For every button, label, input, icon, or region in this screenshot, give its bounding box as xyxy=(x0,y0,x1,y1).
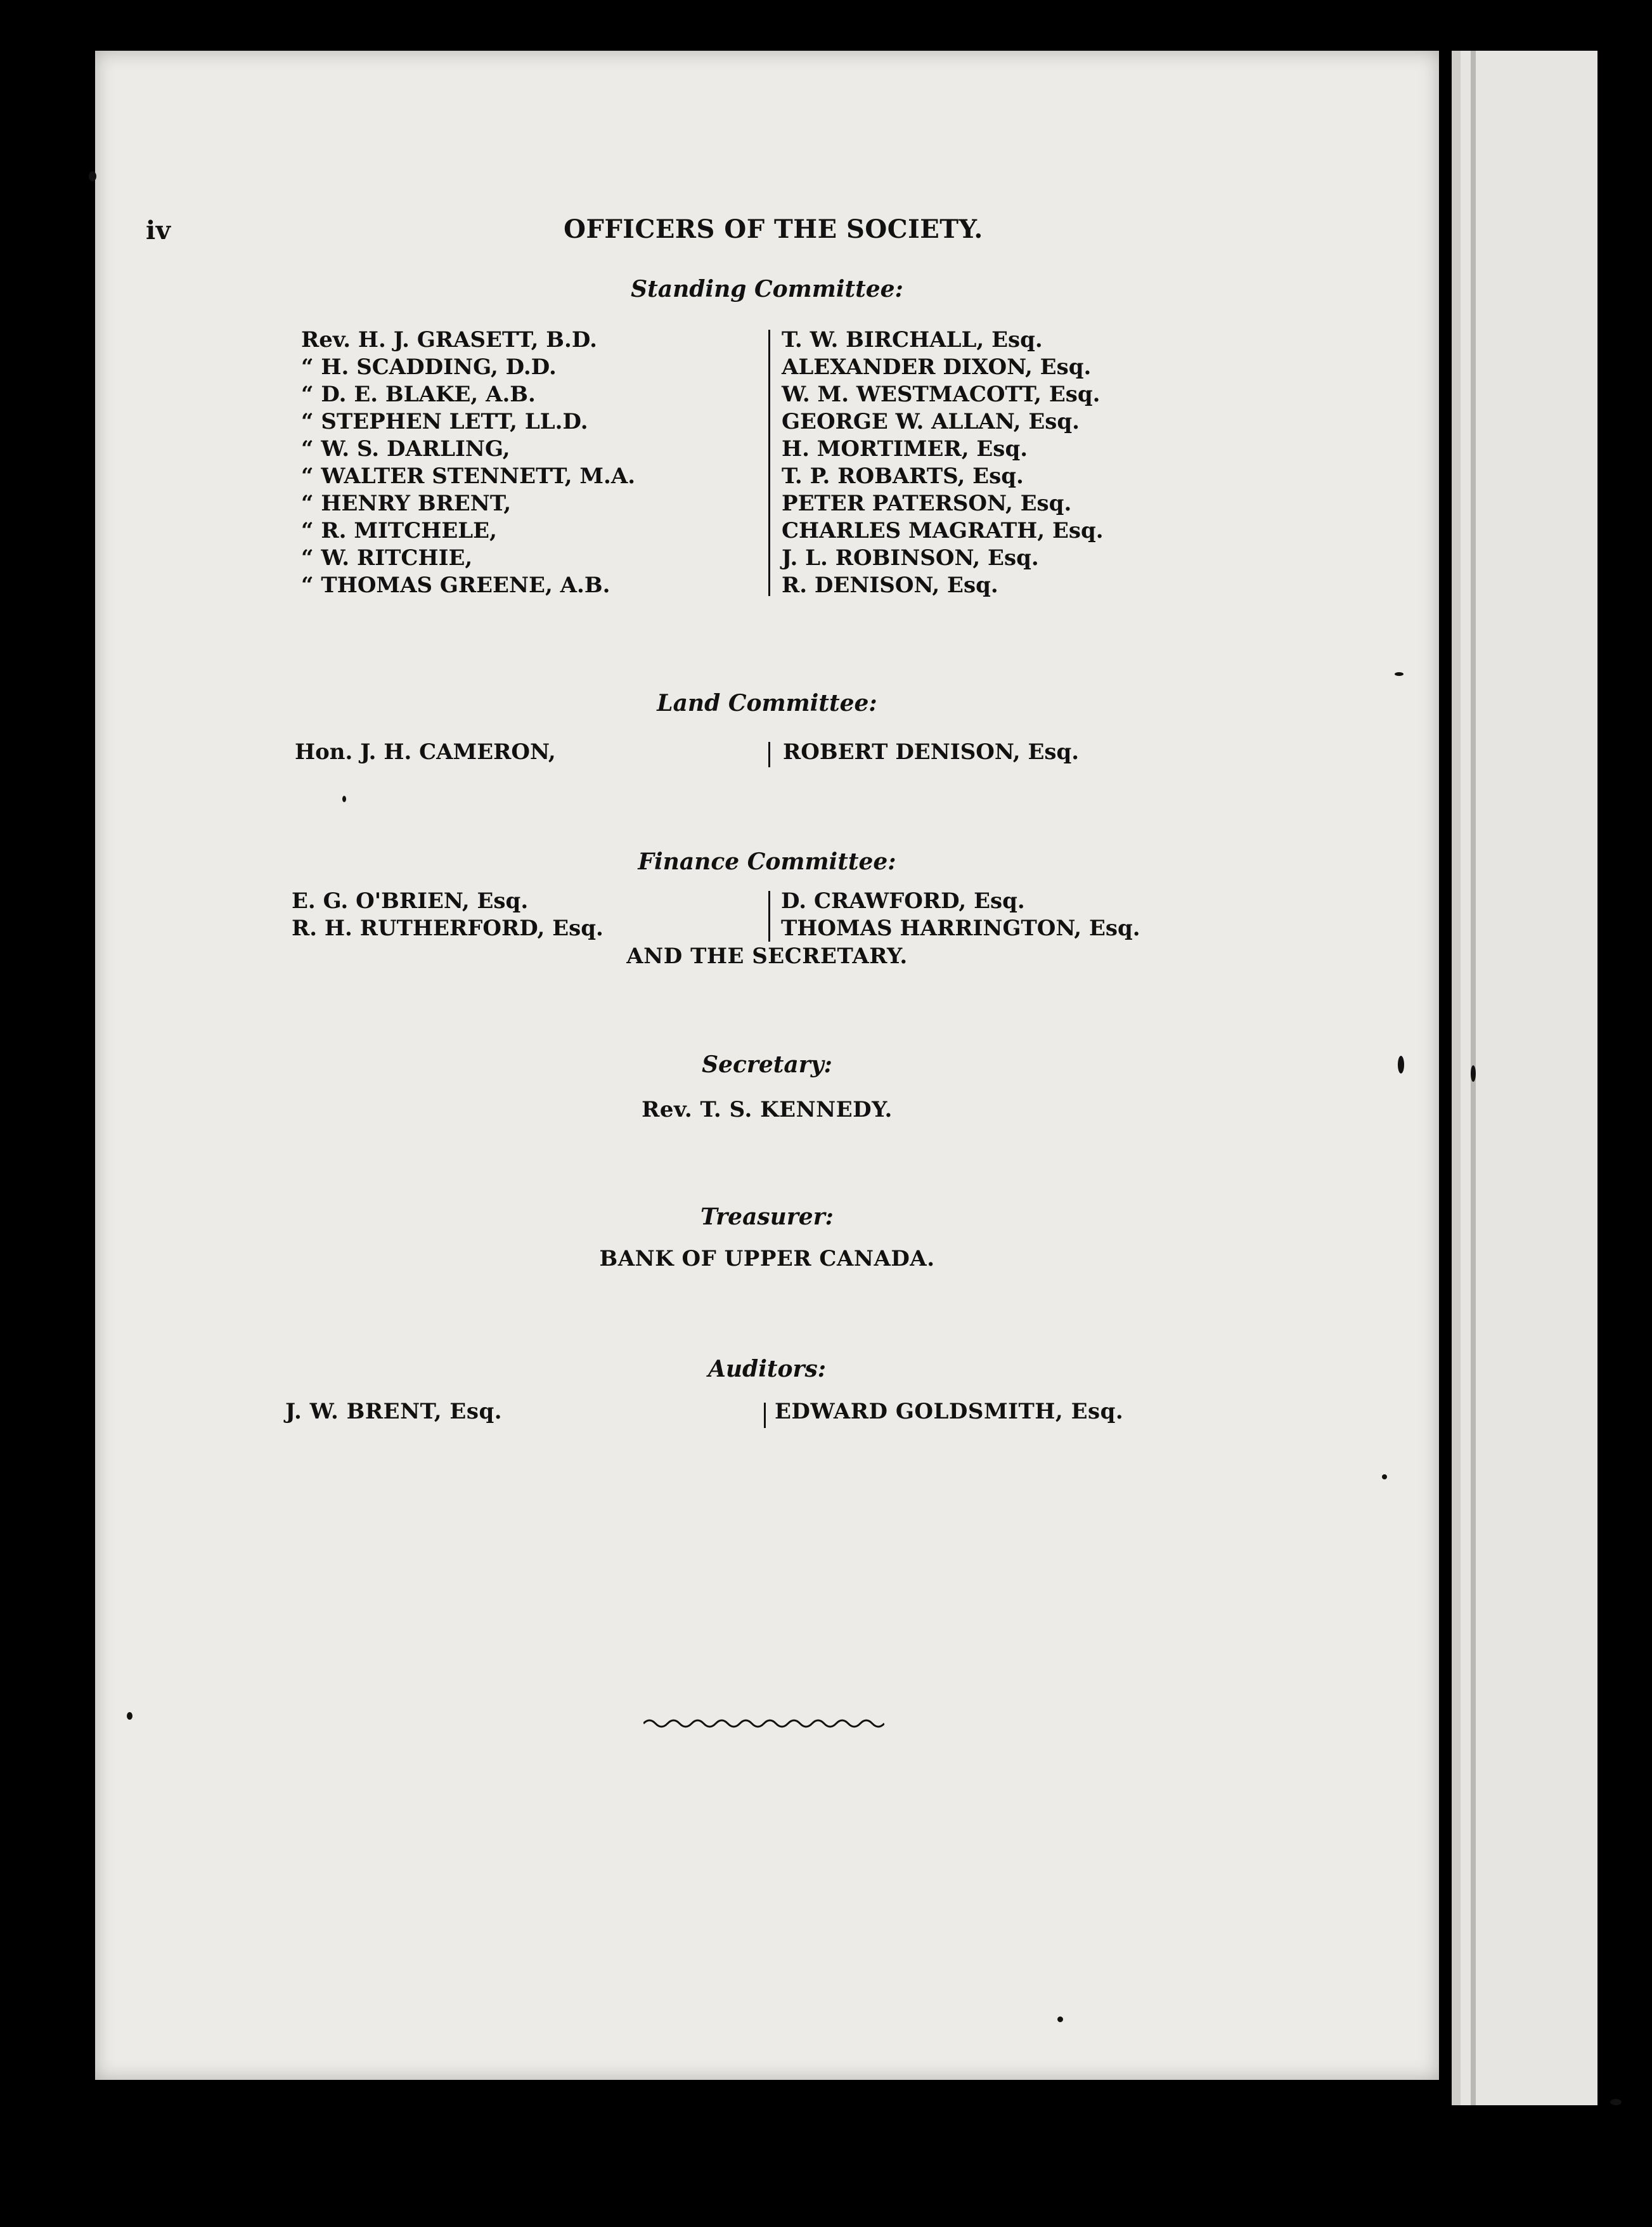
column-divider xyxy=(768,330,770,596)
committee-member: H. MORTIMER, Esq. xyxy=(782,436,1028,462)
committee-member: R. H. RUTHERFORD, Esq. xyxy=(292,916,603,941)
scan-speck xyxy=(1610,2099,1622,2105)
column-divider xyxy=(768,891,770,942)
standing-committee-left-list xyxy=(301,327,635,599)
scan-speck xyxy=(89,171,96,181)
standing-committee-right-list xyxy=(782,327,1104,599)
committee-member: PETER PATERSON, Esq. xyxy=(782,491,1072,516)
auditors-right-name: EDWARD GOLDSMITH, Esq. xyxy=(775,1399,1124,1424)
running-title: OFFICERS OF THE SOCIETY. xyxy=(564,214,983,244)
committee-member: “ W. RITCHIE, xyxy=(301,545,473,571)
committee-member: W. M. WESTMACOTT, Esq. xyxy=(782,382,1100,407)
page-edge-shadow xyxy=(1452,51,1461,2105)
committee-member: “ H. SCADDING, D.D. xyxy=(301,354,557,380)
auditors-heading: Auditors: xyxy=(707,1356,827,1382)
finance-committee-footer: AND THE SECRETARY. xyxy=(626,944,908,969)
finance-committee-heading: Finance Committee: xyxy=(638,848,896,875)
land-committee-heading: Land Committee: xyxy=(657,690,877,717)
committee-member: “ R. MITCHELE, xyxy=(301,518,497,543)
scan-speck xyxy=(342,796,346,802)
committee-member: THOMAS HARRINGTON, Esq. xyxy=(781,916,1140,941)
committee-member: T. W. BIRCHALL, Esq. xyxy=(782,327,1043,353)
committee-member: Rev. H. J. GRASETT, B.D. xyxy=(301,327,597,353)
treasurer-heading: Treasurer: xyxy=(700,1204,834,1230)
committee-member: ROBERT DENISON, Esq. xyxy=(783,739,1080,765)
column-divider xyxy=(764,1403,766,1428)
standing-committee-heading: Standing Committee: xyxy=(631,276,903,302)
page-number: iv xyxy=(146,216,171,245)
scan-speck xyxy=(1395,672,1404,676)
secretary-heading: Secretary: xyxy=(702,1051,832,1078)
committee-member: J. L. ROBINSON, Esq. xyxy=(782,545,1039,571)
land-committee-right-list xyxy=(783,739,1079,766)
decorative-wavy-rule xyxy=(643,1717,884,1730)
committee-member: “ HENRY BRENT, xyxy=(301,491,512,516)
column-divider xyxy=(768,742,770,767)
finance-committee-right-list xyxy=(781,888,1140,942)
committee-member: Hon. J. H. CAMERON, xyxy=(295,739,556,765)
committee-member: “ THOMAS GREENE, A.B. xyxy=(301,573,610,598)
scan-speck xyxy=(1471,1065,1476,1082)
committee-member: “ W. S. DARLING, xyxy=(301,436,510,462)
committee-member: R. DENISON, Esq. xyxy=(782,573,998,598)
auditors-left-name: J. W. BRENT, Esq. xyxy=(285,1399,503,1424)
committee-member: “ STEPHEN LETT, LL.D. xyxy=(301,409,588,434)
committee-member: D. CRAWFORD, Esq. xyxy=(781,888,1025,914)
treasurer-name: BANK OF UPPER CANADA. xyxy=(599,1246,935,1271)
committee-member: “ D. E. BLAKE, A.B. xyxy=(301,382,536,407)
scan-speck xyxy=(1382,1474,1387,1479)
committee-member: ALEXANDER DIXON, Esq. xyxy=(782,354,1092,380)
committee-member: GEORGE W. ALLAN, Esq. xyxy=(782,409,1080,434)
scan-speck xyxy=(1057,2016,1063,2022)
committee-member: E. G. O'BRIEN, Esq. xyxy=(292,888,529,914)
scan-speck xyxy=(127,1712,132,1720)
committee-member: T. P. ROBARTS, Esq. xyxy=(782,464,1024,489)
secretary-name: Rev. T. S. KENNEDY. xyxy=(642,1097,893,1122)
finance-committee-left-list xyxy=(292,888,603,942)
committee-member: CHARLES MAGRATH, Esq. xyxy=(782,518,1104,543)
committee-member: “ WALTER STENNETT, M.A. xyxy=(301,464,636,489)
land-committee-left-list xyxy=(295,739,556,766)
scan-speck xyxy=(1398,1056,1404,1074)
